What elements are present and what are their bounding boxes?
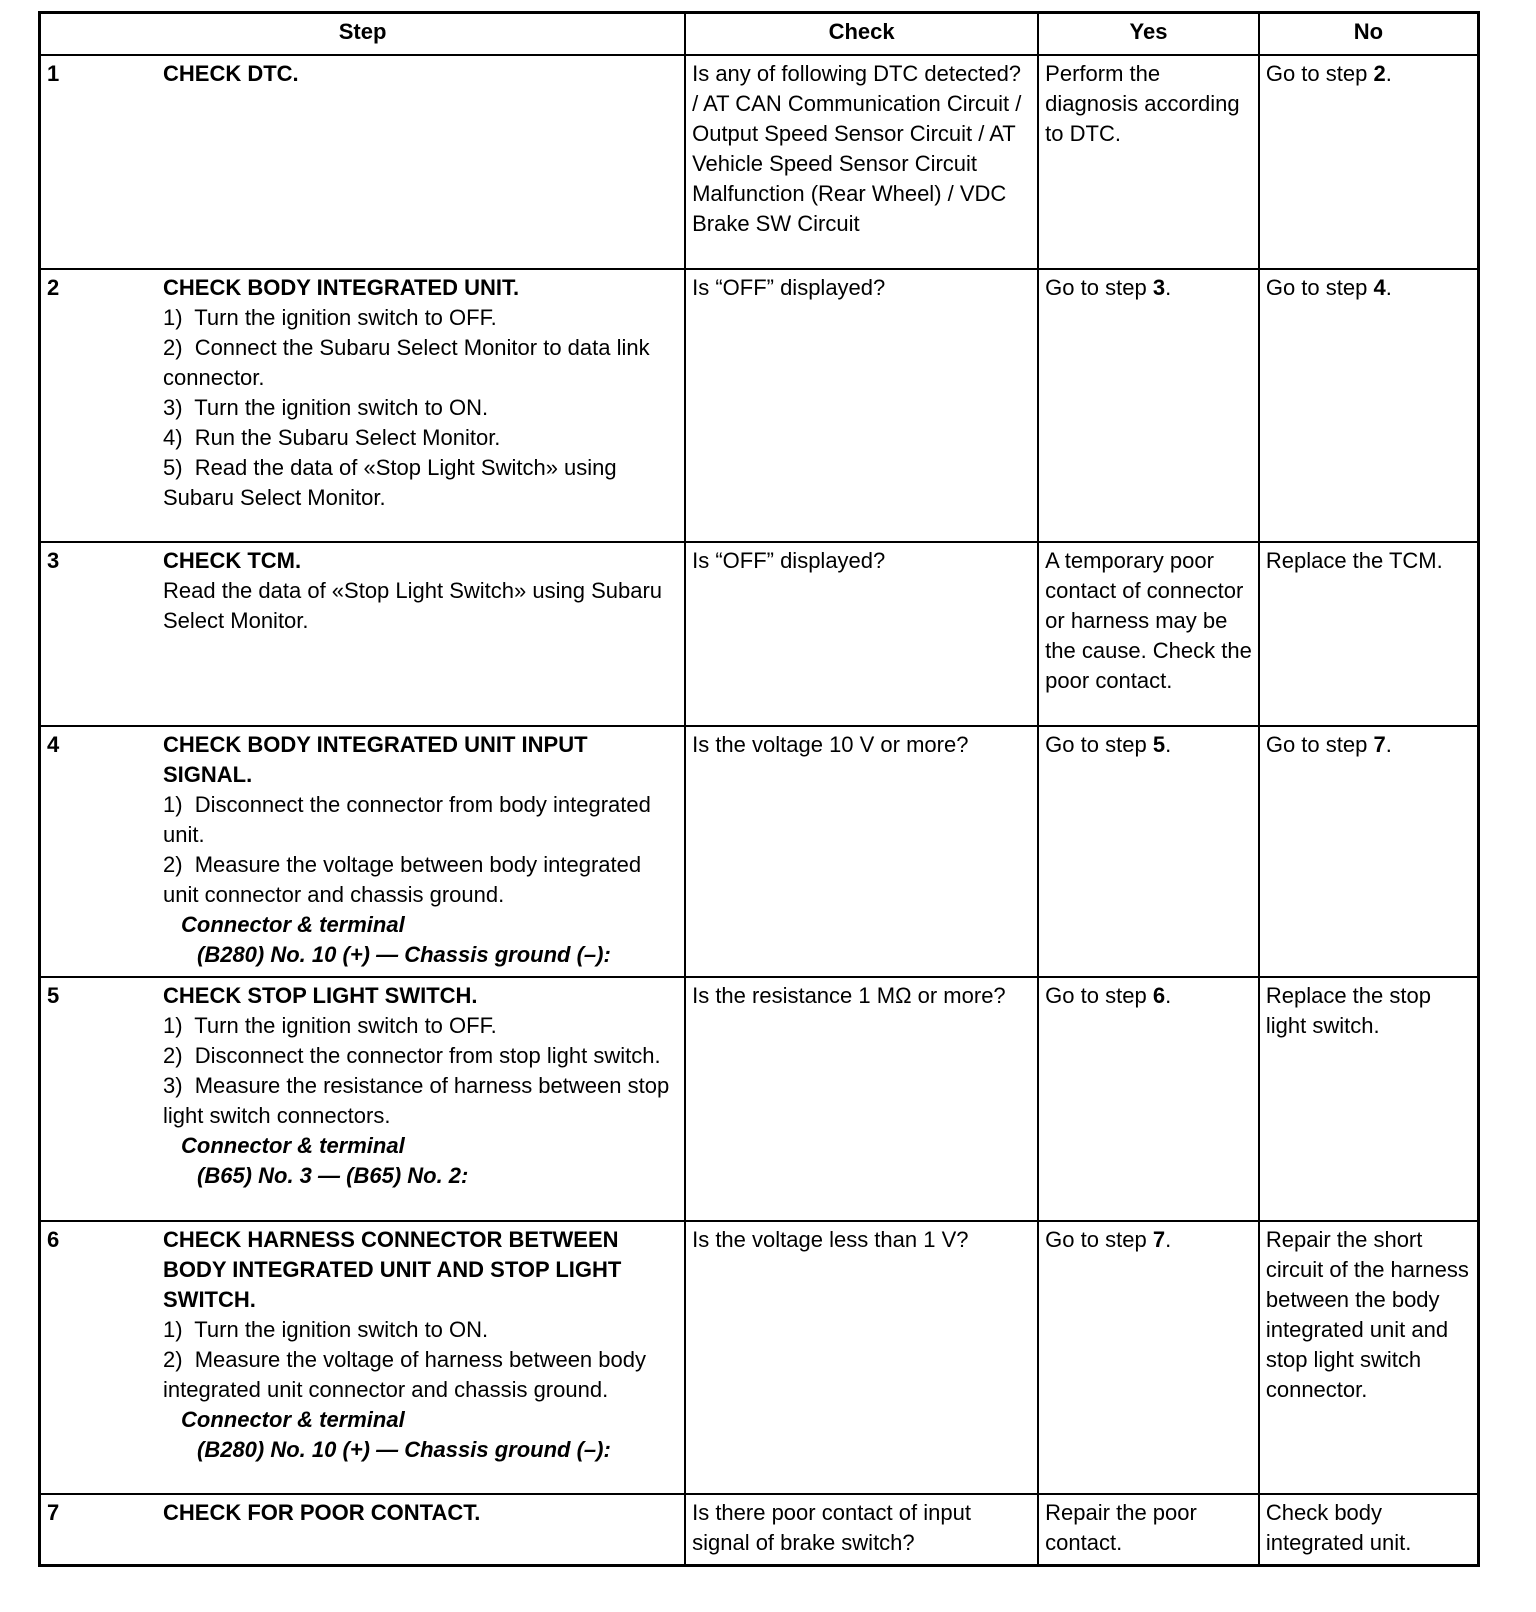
step-cell	[40, 55, 686, 269]
table-row-step-3	[40, 542, 1479, 726]
step-title: CHECK BODY INTEGRATED UNIT INPUT SIGNAL.	[163, 731, 588, 787]
procedure-item: 2) Measure the voltage of harness between body integrated unit connector and chassis ground.	[163, 1346, 646, 1402]
no-cell: Go to step 4.	[1259, 269, 1479, 542]
connector-terminal-label: Connector & terminal	[181, 1406, 405, 1432]
diagnostic-table	[38, 11, 1480, 1567]
step-number: 3	[47, 547, 60, 573]
table-row-step-4	[40, 726, 1479, 977]
procedure-item: 1) Turn the ignition switch to OFF.	[163, 1012, 497, 1038]
connector-terminal-value: (B280) No. 10 (+) — Chassis ground (–):	[197, 1436, 611, 1462]
table-row-step-6	[40, 1221, 1479, 1494]
no-cell: Repair the short circuit of the harness between the body integrated unit and stop light switch connector.	[1259, 1221, 1479, 1494]
step-title: CHECK HARNESS CONNECTOR BETWEEN BODY INTEGRATED UNIT AND STOP LIGHT SWITCH.	[163, 1226, 622, 1312]
procedure-item: 1) Turn the ignition switch to ON.	[163, 1316, 489, 1342]
table-row-step-2	[40, 269, 1479, 542]
procedure-item: 3) Measure the resistance of harness between stop light switch connectors.	[163, 1072, 670, 1128]
no-suffix: .	[1385, 60, 1392, 86]
header-row	[40, 13, 1479, 55]
step-cell	[40, 1494, 686, 1566]
header-check: Check	[685, 13, 1038, 55]
yes-cell: Go to step 3.	[1038, 269, 1259, 542]
header-step: Step	[40, 13, 686, 55]
table-row-step-1	[40, 55, 1479, 269]
step-cell	[40, 1221, 686, 1494]
procedure-item: 3) Turn the ignition switch to ON.	[163, 394, 489, 420]
step-cell	[40, 542, 686, 726]
table-row-step-5	[40, 977, 1479, 1221]
step-number: 1	[47, 60, 60, 86]
procedure-text: Read the data of «Stop Light Switch» using Subaru Select Monitor.	[163, 577, 663, 633]
connector-terminal-label: Connector & terminal	[181, 911, 405, 937]
step-title: CHECK FOR POOR CONTACT.	[163, 1499, 481, 1525]
no-cell: Go to step 7.	[1259, 726, 1479, 977]
no-step-ref: 2	[1373, 60, 1386, 86]
connector-terminal-value: (B65) No. 3 — (B65) No. 2:	[197, 1162, 469, 1188]
procedure-item: 2) Connect the Subaru Select Monitor to data link connector.	[163, 334, 650, 390]
step-cell	[40, 977, 686, 1221]
check-cell: Is “OFF” displayed?	[685, 542, 1038, 726]
yes-step-ref: 5	[1152, 731, 1166, 757]
yes-cell: Repair the poor contact.	[1038, 1494, 1259, 1566]
check-cell: Is the resistance 1 MΩ or more?	[685, 977, 1038, 1221]
step-cell	[40, 269, 686, 542]
step-title: CHECK BODY INTEGRATED UNIT.	[163, 274, 520, 300]
procedure-item: 2) Measure the voltage between body integrated unit connector and chassis ground.	[163, 851, 642, 907]
connector-terminal-value: (B280) No. 10 (+) — Chassis ground (–):	[197, 941, 611, 967]
yes-cell: A temporary poor contact of connector or harness may be the cause. Check the poor contact.	[1038, 542, 1259, 726]
header-no: No	[1259, 13, 1479, 55]
step-title: CHECK STOP LIGHT SWITCH.	[163, 982, 478, 1008]
no-cell	[1259, 55, 1479, 269]
step-number: 7	[47, 1499, 60, 1525]
procedure-item: 5) Read the data of «Stop Light Switch» using Subaru Select Monitor.	[163, 454, 617, 510]
procedure-item: 4) Run the Subaru Select Monitor.	[163, 424, 501, 450]
step-number: 4	[47, 731, 60, 757]
check-cell: Is “OFF” displayed?	[685, 269, 1038, 542]
check-cell: Is the voltage 10 V or more?	[685, 726, 1038, 977]
no-step-ref: 4	[1373, 274, 1386, 300]
yes-step-ref: 3	[1152, 274, 1166, 300]
step-title: CHECK TCM.	[163, 547, 302, 573]
step-number: 5	[47, 982, 60, 1008]
check-cell: Is the voltage less than 1 V?	[685, 1221, 1038, 1494]
step-number: 6	[47, 1226, 60, 1252]
procedure-item: 2) Disconnect the connector from stop light switch.	[163, 1042, 661, 1068]
connector-terminal-label: Connector & terminal	[181, 1132, 405, 1158]
step-title: CHECK DTC.	[163, 60, 299, 86]
no-prefix: Go to step	[1265, 60, 1368, 86]
no-cell: Check body integrated unit.	[1259, 1494, 1479, 1566]
procedure-item: 1) Disconnect the connector from body integrated unit.	[163, 791, 651, 847]
yes-cell: Go to step 7.	[1038, 1221, 1259, 1494]
procedure-item: 1) Turn the ignition switch to OFF.	[163, 304, 497, 330]
step-number: 2	[47, 274, 60, 300]
step-cell	[40, 726, 686, 977]
header-yes: Yes	[1038, 13, 1259, 55]
check-cell: Is any of following DTC detected? / AT CAN Communication Circuit / Output Speed Sensor Circuit / AT Vehicle Speed Sensor Circuit Malfunction (Rear Wheel) / VDC Brake SW Circuit	[685, 55, 1038, 269]
yes-cell: Perform the diagnosis according to DTC.	[1038, 55, 1259, 269]
table-row-step-7	[40, 1494, 1479, 1566]
no-step-ref: 7	[1373, 731, 1386, 757]
yes-step-ref: 7	[1152, 1226, 1166, 1252]
yes-cell: Go to step 6.	[1038, 977, 1259, 1221]
check-cell: Is there poor contact of input signal of brake switch?	[685, 1494, 1038, 1566]
no-cell: Replace the stop light switch.	[1259, 977, 1479, 1221]
yes-cell: Go to step 5.	[1038, 726, 1259, 977]
yes-step-ref: 6	[1152, 982, 1166, 1008]
no-cell: Replace the TCM.	[1259, 542, 1479, 726]
